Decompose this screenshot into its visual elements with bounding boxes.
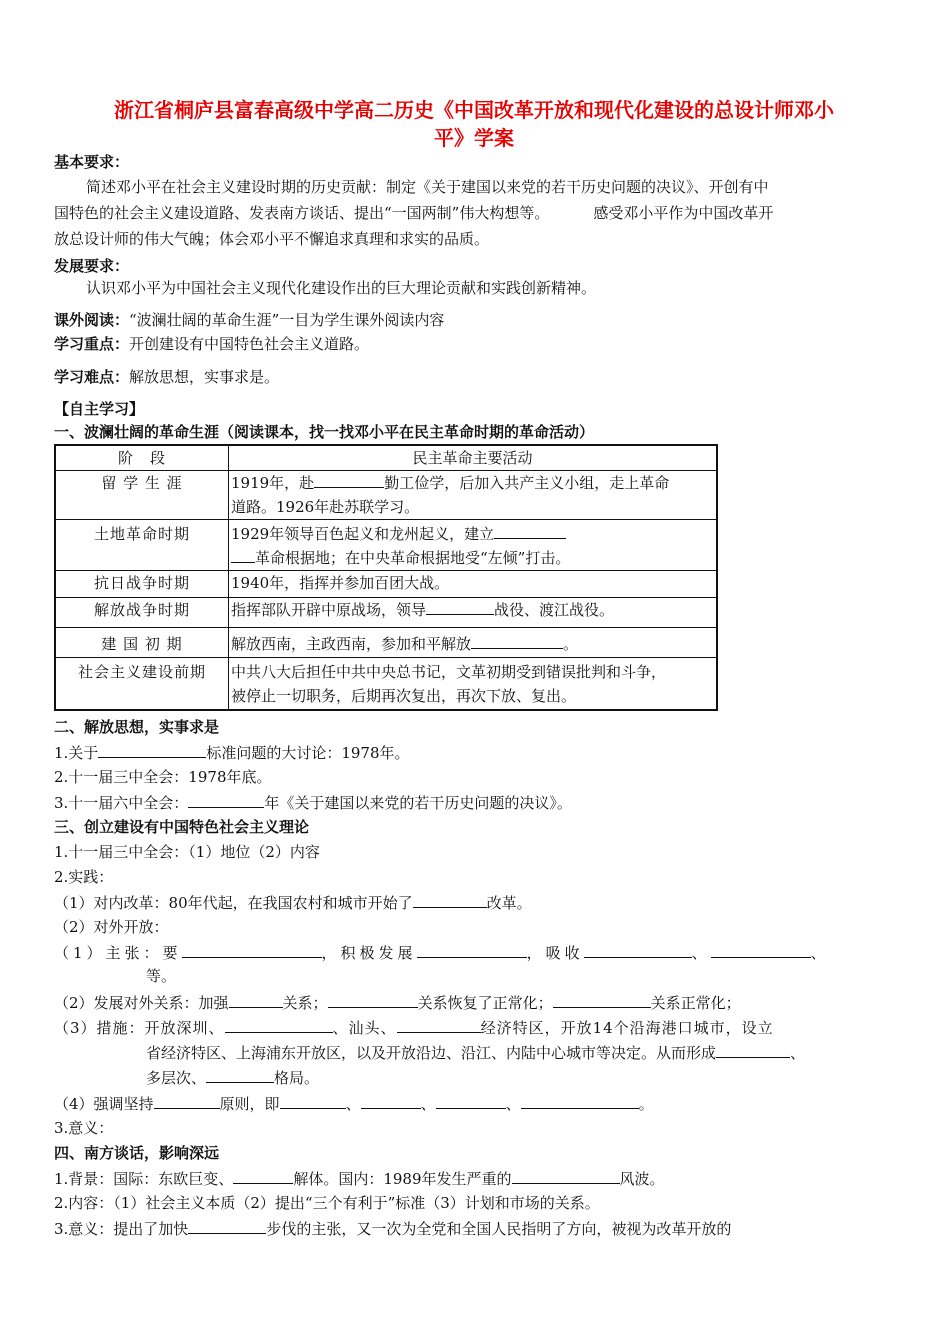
reading-label: 课外阅读： [54, 311, 130, 329]
p5-text-c: 经济特区，开放14个沿海港口城市，设立 [480, 1019, 774, 1037]
p5-blank-4[interactable] [206, 1066, 274, 1083]
row4-blank[interactable] [471, 632, 563, 649]
header-activity: 民主革命主要活动 [229, 445, 718, 471]
sec3-proposition-end: 等。 [146, 967, 177, 985]
p6-blank-5[interactable] [521, 1092, 639, 1109]
sec2-heading: 二、解放思想，实事求是 [54, 718, 220, 736]
p4-text-d: 关系正常化； [650, 994, 741, 1012]
p1-text-a: （1）对内改革：80年代起，在我国农村和城市开始了 [54, 894, 413, 912]
p3-text-a: （1）主张：要 [54, 944, 182, 962]
sec1-heading: 一、波澜壮阔的革命生涯（阅读课本，找一找邓小平在民主革命时期的革命活动） [54, 423, 595, 441]
stage-cell: 土地革命时期 [55, 520, 229, 571]
activity-cell [229, 471, 718, 520]
stage-cell: 社会主义建设前期 [55, 658, 229, 710]
table-row [55, 658, 717, 710]
p5-text-g: 格局。 [274, 1069, 320, 1087]
difficulty-line [54, 366, 279, 388]
p5-text-a: （3）措施：开放深圳、 [54, 1019, 225, 1037]
p6-text-b: 原则，即 [219, 1095, 280, 1113]
focus-label: 学习重点： [54, 335, 130, 353]
sec4-item1-b: 解体。国内：1989年发生严重的 [293, 1170, 512, 1188]
sec3-item-2: 2.实践： [54, 868, 114, 886]
sec4-blank-3[interactable] [188, 1217, 266, 1234]
p6-text-e: 、 [505, 1095, 521, 1113]
row0-text-b: 勤工俭学，后加入共产主义小组，走上革命 [384, 474, 670, 492]
sec3-item-1: 1.十一届三中全会：（1）地位（2）内容 [54, 843, 320, 861]
develop-text: 认识邓小平为中国社会主义现代化建设作出的巨大理论贡献和实践创新精神。 [86, 279, 597, 297]
p3-text-c: ，吸收 [526, 944, 584, 962]
difficulty-label: 学习难点： [54, 368, 130, 386]
table-row [55, 471, 717, 520]
p6-text-a: （4）强调坚持 [54, 1095, 154, 1113]
p4-text-a: （2）发展对外关系：加强 [54, 994, 229, 1012]
sec3-proposition [54, 941, 830, 964]
p3-blank-1[interactable] [182, 941, 322, 958]
sec3-item-3: 3.意义： [54, 1119, 114, 1137]
stage-cell: 建 国 初 期 [55, 628, 229, 658]
p3-blank-4[interactable] [711, 941, 811, 958]
reading-line [54, 309, 444, 331]
p5-text-b: 、汕头、 [332, 1019, 397, 1037]
sec4-item1-c: 风波。 [619, 1170, 665, 1188]
row5-text-b: 被停止一切职务，后期再次复出，再次下放、复出。 [231, 687, 577, 705]
title-line-2: 平》学案 [434, 126, 514, 150]
row0-text-a: 1919年，赴 [231, 474, 315, 492]
basic-line-3: 放总设计师的伟大气魄；体会邓小平不懈追求真理和求实的品质。 [54, 230, 490, 248]
stage-cell: 解放战争时期 [55, 598, 229, 628]
basic-line-2 [54, 200, 864, 226]
row1-text-b: 革命根据地；在中央革命根据地受“左倾”打击。 [255, 549, 571, 567]
sec4-item-1 [54, 1167, 665, 1190]
sec4-blank-2[interactable] [512, 1167, 620, 1184]
row3-text-b: 战役、渡江战役。 [494, 601, 615, 619]
row0-blank[interactable] [314, 471, 384, 488]
table-row [55, 520, 717, 571]
develop-heading: 发展要求： [54, 257, 130, 275]
sec3-practice-2: （2）对外开放： [54, 918, 169, 936]
row3-blank[interactable] [426, 598, 494, 615]
p4-blank-1[interactable] [229, 991, 283, 1008]
p5-blank-2[interactable] [397, 1016, 481, 1033]
p4-text-c: 关系恢复了正常化； [417, 994, 553, 1012]
basic-line-1: 简述邓小平在社会主义建设时期的历史贡献：制定《关于建国以来党的若干历史问题的决议》、开创有中 [86, 178, 769, 196]
sec4-item1-a: 1.背景：国际：东欧巨变、 [54, 1170, 234, 1188]
sec2-item3-b: 年《关于建国以来党的若干历史问题的决议》。 [264, 794, 572, 812]
focus-line [54, 333, 369, 355]
p3-text-e: 、 [810, 944, 830, 962]
title-line-1: 浙江省桐庐县富春高级中学高二历史《中国改革开放和现代化建设的总设计师邓小 [114, 98, 834, 122]
p6-blank-4[interactable] [436, 1092, 506, 1109]
p6-text-c: 、 [345, 1095, 361, 1113]
sec2-item3-a: 3.十一届六中全会： [54, 794, 189, 812]
p5-blank-3[interactable] [716, 1041, 790, 1058]
page-title [60, 96, 888, 152]
stage-cell: 抗日战争时期 [55, 571, 229, 598]
self-study-heading: 【自主学习】 [54, 400, 145, 418]
activity-cell: 1940年，指挥并参加百团大战。 [229, 571, 718, 598]
activity-cell [229, 598, 718, 628]
p6-text-f: 。 [638, 1095, 654, 1113]
row1-blank-a[interactable] [494, 522, 566, 539]
sec3-measures-3 [146, 1066, 319, 1089]
sec4-heading: 四、南方谈话，影响深远 [54, 1144, 220, 1162]
sec2-item1-b: 标准问题的大讨论：1978年。 [206, 744, 410, 762]
sec3-measures-2 [146, 1041, 805, 1064]
p3-blank-2[interactable] [417, 941, 527, 958]
sec2-item-1 [54, 741, 410, 764]
p6-blank-2[interactable] [280, 1092, 346, 1109]
sec4-item-3 [54, 1217, 731, 1240]
sec2-blank-1[interactable] [98, 741, 206, 758]
sec2-item-3 [54, 791, 572, 814]
sec2-item-2: 2.十一届三中全会：1978年底。 [54, 768, 272, 786]
basic-paragraph [54, 174, 864, 252]
activity-cell [229, 658, 718, 710]
difficulty-text: 解放思想，实事求是。 [129, 368, 280, 386]
p5-text-d: 省经济特区、上海浦东开放区，以及开放沿边、沿江、内陆中心城市等决定。从而形成 [146, 1044, 717, 1062]
sec3-measures [54, 1016, 774, 1039]
p5-text-e: 、 [790, 1044, 806, 1062]
table-row [55, 598, 717, 628]
header-stage: 阶 段 [55, 445, 229, 471]
p5-text-f: 多层次、 [146, 1069, 207, 1087]
row0-text-c: 道路。1926年赴苏联学习。 [231, 498, 420, 516]
sec4-item-2: 2.内容：（1）社会主义本质（2）提出“三个有利于”标准（3）计划和市场的关系。 [54, 1194, 600, 1212]
focus-text: 开创建设有中国特色社会主义道路。 [129, 335, 370, 353]
revolution-table [54, 444, 718, 711]
table-row [55, 571, 717, 598]
row4-text-a: 解放西南，主政西南，参加和平解放 [231, 635, 472, 653]
sec3-relations [54, 991, 741, 1014]
basic-heading: 基本要求： [54, 153, 130, 171]
p4-text-b: 关系； [282, 994, 328, 1012]
p4-blank-3[interactable] [553, 991, 651, 1008]
p6-text-d: 、 [420, 1095, 436, 1113]
p1-blank[interactable] [413, 891, 487, 908]
activity-cell [229, 520, 718, 571]
table-header-row [55, 445, 717, 471]
sec3-principle [54, 1092, 654, 1115]
sec3-heading: 三、创立建设有中国特色社会主义理论 [54, 818, 310, 836]
p6-blank-3[interactable] [361, 1092, 421, 1109]
p3-blank-3[interactable] [584, 941, 692, 958]
p6-blank-1[interactable] [154, 1092, 220, 1109]
sec2-blank-3[interactable] [188, 791, 264, 808]
reading-text: “波澜壮阔的革命生涯”一目为学生课外阅读内容 [129, 311, 445, 329]
sec4-item3-a: 3.意义：提出了加快 [54, 1220, 189, 1238]
stage-cell: 留 学 生 涯 [55, 471, 229, 520]
p5-blank-1[interactable] [225, 1016, 333, 1033]
sec4-blank-1[interactable] [233, 1167, 293, 1184]
activity-cell [229, 628, 718, 658]
basic-line-2b: 感受邓小平作为中国改革开 [593, 204, 774, 222]
p3-text-b: ，积极发展 [321, 944, 417, 962]
p3-text-d: 、 [691, 944, 711, 962]
sec4-item3-b: 步伐的主张，又一次为全党和全国人民指明了方向，被视为改革开放的 [266, 1220, 732, 1238]
p1-text-b: 改革。 [486, 894, 532, 912]
sec3-practice-1 [54, 891, 532, 914]
table-row [55, 628, 717, 658]
row1-text-a: 1929年领导百色起义和龙州起义，建立 [231, 525, 495, 543]
row3-text-a: 指挥部队开辟中原战场，领导 [231, 601, 427, 619]
p4-blank-2[interactable] [328, 991, 418, 1008]
row4-text-b: 。 [563, 635, 579, 653]
row1-blank-b[interactable] [231, 546, 255, 563]
sec2-item1-a: 1.关于 [54, 744, 99, 762]
basic-line-2a: 国特色的社会主义建设道路、发表南方谈话、提出“一国两制”伟大构想等。 [54, 204, 550, 222]
row5-text-a: 中共八大后担任中共中央总书记，文革初期受到错误批判和斗争， [231, 663, 667, 681]
